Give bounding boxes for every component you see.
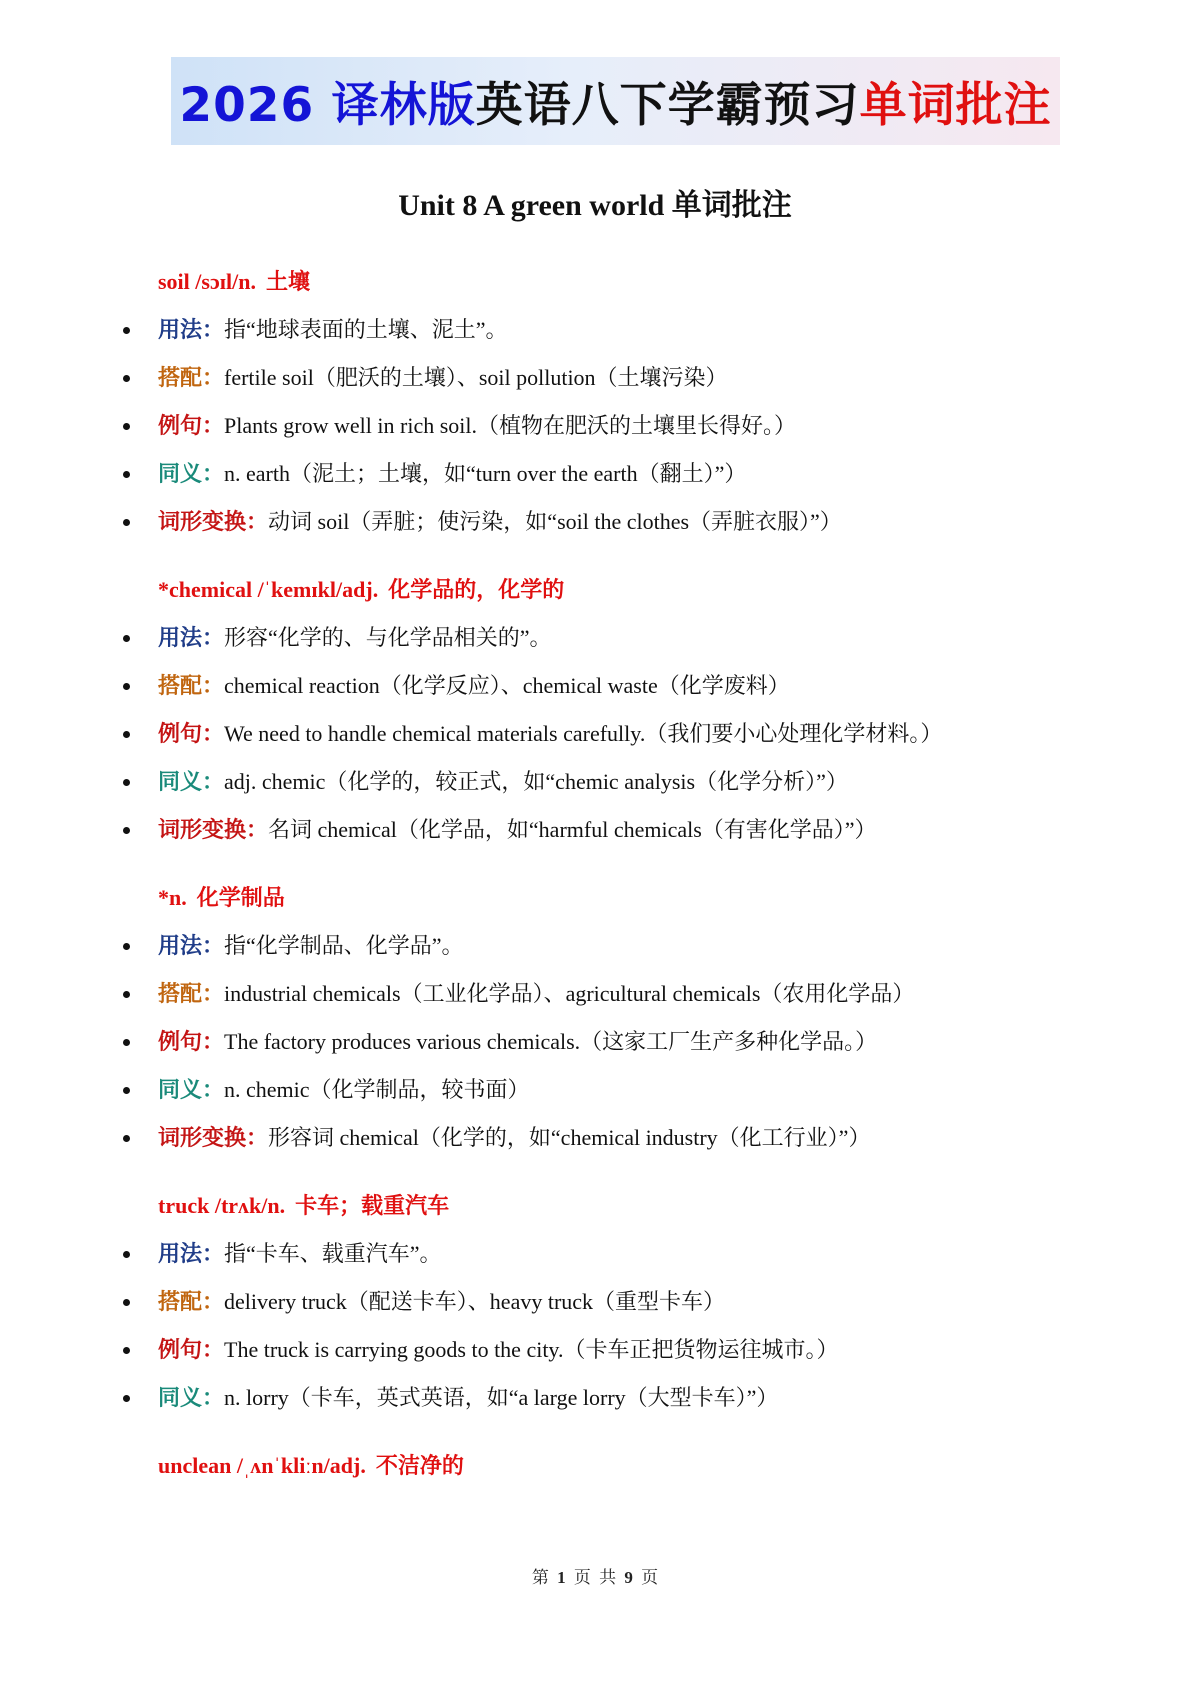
annotation-label: 词形变换： xyxy=(158,817,269,842)
annotation-label: 例句： xyxy=(158,1029,225,1054)
annotation-text: 指“卡车、载重汽车”。 xyxy=(224,1241,442,1266)
annotation-forms xyxy=(0,1114,1190,1162)
annotation-text: delivery truck（配送卡车）、heavy truck（重型卡车） xyxy=(224,1289,726,1314)
banner-year-edition: 2026 译林版 xyxy=(179,77,476,133)
annotation-text: 形容“化学的、与化学品相关的”。 xyxy=(224,625,552,650)
annotation-text: 动词 soil（弄脏；使污染，如“soil the clothes（弄脏衣服）”） xyxy=(268,509,842,534)
footer-middle: 页 共 xyxy=(573,1568,617,1587)
annotation-text: industrial chemicals（工业化学品）、agricultural chemicals（农用化学品） xyxy=(224,981,915,1006)
annotation-forms xyxy=(0,498,1190,546)
annotation-label: 同义： xyxy=(158,461,225,486)
headword xyxy=(158,258,1190,306)
annotation-text: Plants grow well in rich soil.（植物在肥沃的土壤里长得好。） xyxy=(224,413,796,438)
annotation-label: 同义： xyxy=(158,769,225,794)
headword-meaning: 不洁净的 xyxy=(375,1453,464,1478)
headword-meaning: 化学制品 xyxy=(196,885,285,910)
headword xyxy=(158,1442,1190,1490)
annotation-label: 例句： xyxy=(158,413,225,438)
annotation-text: chemical reaction（化学反应）、chemical waste（化学废料） xyxy=(224,673,790,698)
total-page-count: 9 xyxy=(624,1568,633,1587)
annotation-list xyxy=(0,1230,1190,1422)
annotation-label: 搭配： xyxy=(158,365,225,390)
annotation-text: 名词 chemical（化学品，如“harmful chemicals（有害化学品）”） xyxy=(268,817,877,842)
headword xyxy=(158,874,1190,922)
annotation-label: 用法： xyxy=(158,625,225,650)
vocab-entry xyxy=(0,566,1190,854)
annotation-text: adj. chemic（化学的，较正式，如“chemic analysis（化学分析）”） xyxy=(224,769,848,794)
annotation-text: 形容词 chemical（化学的，如“chemical industry（化工行业）”） xyxy=(268,1125,871,1150)
annotation-synonym xyxy=(0,1066,1190,1114)
vocab-entry xyxy=(0,258,1190,546)
annotation-text: n. earth（泥土；土壤，如“turn over the earth（翻土）”） xyxy=(224,461,747,486)
vocab-entry xyxy=(0,1442,1190,1490)
annotation-colloc xyxy=(0,1278,1190,1326)
annotation-label: 用法： xyxy=(158,933,225,958)
headword-meaning: 土壤 xyxy=(266,269,311,294)
annotation-example xyxy=(0,1018,1190,1066)
annotation-list xyxy=(0,614,1190,854)
annotation-example xyxy=(0,1326,1190,1374)
headword-meaning: 卡车；载重汽车 xyxy=(295,1193,450,1218)
footer-suffix: 页 xyxy=(641,1568,659,1587)
banner-subject: 英语八下学霸预习 xyxy=(475,77,860,133)
annotation-label: 词形变换： xyxy=(158,509,269,534)
annotation-label: 搭配： xyxy=(158,673,225,698)
annotation-text: The truck is carrying goods to the city.（卡车正把货物运往城市。） xyxy=(224,1337,839,1362)
document-title: Unit 8 A green world 单词批注 xyxy=(398,189,792,222)
annotation-label: 用法： xyxy=(158,1241,225,1266)
annotation-synonym xyxy=(0,450,1190,498)
annotation-label: 同义： xyxy=(158,1077,225,1102)
annotation-text: fertile soil（肥沃的土壤）、soil pollution（土壤污染） xyxy=(224,365,728,390)
annotation-text: The factory produces various chemicals.（这家工厂生产多种化学品。） xyxy=(224,1029,878,1054)
vocab-entry xyxy=(0,874,1190,1162)
annotation-example xyxy=(0,710,1190,758)
annotation-label: 例句： xyxy=(158,721,225,746)
annotation-text: n. chemic（化学制品，较书面） xyxy=(224,1077,530,1102)
annotation-label: 例句： xyxy=(158,1337,225,1362)
annotation-label: 搭配： xyxy=(158,981,225,1006)
headword xyxy=(158,566,1190,614)
headword-term: *chemical /ˈkemɪkl/adj. xyxy=(158,577,379,602)
headword xyxy=(158,1182,1190,1230)
annotation-synonym xyxy=(0,1374,1190,1422)
vocab-entry xyxy=(0,1182,1190,1422)
headword-meaning: 化学品的，化学的 xyxy=(388,577,565,602)
annotation-text: n. lorry（卡车，英式英语，如“a large lorry（大型卡车）”） xyxy=(224,1385,779,1410)
annotation-text: We need to handle chemical materials carefully.（我们要小心处理化学材料。） xyxy=(224,721,943,746)
annotation-text: 指“地球表面的土壤、泥土”。 xyxy=(224,317,508,342)
annotation-usage xyxy=(0,1230,1190,1278)
annotation-forms xyxy=(0,806,1190,854)
annotation-usage xyxy=(0,306,1190,354)
annotation-example xyxy=(0,402,1190,450)
annotation-colloc xyxy=(0,970,1190,1018)
annotation-text: 指“化学制品、化学品”。 xyxy=(224,933,464,958)
annotation-label: 搭配： xyxy=(158,1289,225,1314)
annotation-colloc xyxy=(0,662,1190,710)
annotation-usage xyxy=(0,614,1190,662)
headword-term: soil /sɔɪl/n. xyxy=(158,269,257,294)
current-page-number: 1 xyxy=(557,1568,566,1587)
headword-term: truck /trʌk/n. xyxy=(158,1193,286,1218)
annotation-list xyxy=(0,922,1190,1162)
annotation-label: 用法： xyxy=(158,317,225,342)
headword-term: *n. xyxy=(158,885,187,910)
title-banner xyxy=(171,57,1060,145)
headword-term: unclean /ˌʌnˈkliːn/adj. xyxy=(158,1453,366,1478)
banner-topic: 单词批注 xyxy=(859,77,1052,133)
vocabulary-list xyxy=(0,258,1190,1510)
annotation-usage xyxy=(0,922,1190,970)
annotation-list xyxy=(0,306,1190,546)
annotation-label: 同义： xyxy=(158,1385,225,1410)
annotation-label: 词形变换： xyxy=(158,1125,269,1150)
annotation-colloc xyxy=(0,354,1190,402)
page-footer xyxy=(0,1563,1190,1588)
annotation-synonym xyxy=(0,758,1190,806)
footer-prefix: 第 xyxy=(531,1568,549,1587)
